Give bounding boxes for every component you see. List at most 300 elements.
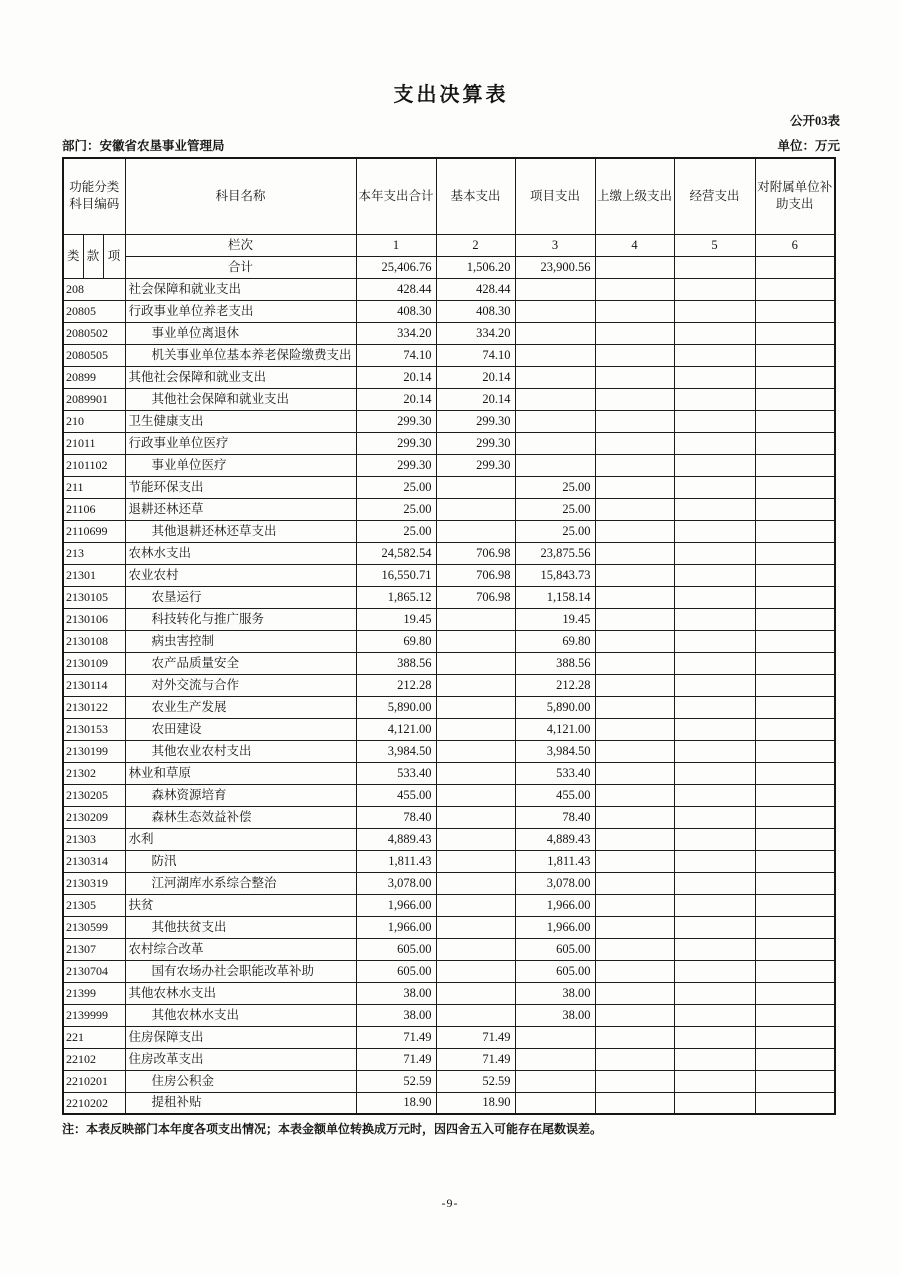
- row-value: [674, 300, 755, 322]
- row-value: [515, 1048, 595, 1070]
- row-value: 18.90: [436, 1092, 515, 1114]
- row-value: 23,875.56: [515, 542, 595, 564]
- row-value: 334.20: [436, 322, 515, 344]
- row-subject-name: 其他农林水支出: [125, 982, 356, 1004]
- row-value: [595, 718, 674, 740]
- row-value: [595, 1070, 674, 1092]
- row-value: 78.40: [515, 806, 595, 828]
- row-value: [515, 322, 595, 344]
- row-value: 19.45: [515, 608, 595, 630]
- row-subject-name: 水利: [125, 828, 356, 850]
- row-code: 2130105: [63, 586, 125, 608]
- row-code: 2130114: [63, 674, 125, 696]
- row-code: 20899: [63, 366, 125, 388]
- row-code: 2110699: [63, 520, 125, 542]
- row-value: [755, 498, 835, 520]
- table-row: [63, 652, 835, 674]
- row-value: 455.00: [515, 784, 595, 806]
- row-value: [595, 674, 674, 696]
- row-value: 38.00: [356, 982, 436, 1004]
- row-value: 1,865.12: [356, 586, 436, 608]
- row-code: 2101102: [63, 454, 125, 476]
- row-value: 20.14: [356, 388, 436, 410]
- table-body: [63, 278, 835, 1114]
- table-row: [63, 696, 835, 718]
- row-value: [515, 1026, 595, 1048]
- header-project-expenditure: 项目支出: [515, 158, 595, 234]
- row-value: [674, 718, 755, 740]
- row-value: [755, 1026, 835, 1048]
- total-value: 23,900.56: [515, 256, 595, 278]
- row-value: [595, 388, 674, 410]
- row-value: [674, 960, 755, 982]
- row-value: [755, 674, 835, 696]
- row-value: [436, 762, 515, 784]
- row-value: [595, 322, 674, 344]
- row-subject-name: 住房公积金: [125, 1070, 356, 1092]
- row-value: 706.98: [436, 564, 515, 586]
- row-value: 408.30: [436, 300, 515, 322]
- row-value: [755, 828, 835, 850]
- table-row: [63, 762, 835, 784]
- row-value: 69.80: [515, 630, 595, 652]
- row-value: 605.00: [515, 938, 595, 960]
- table-row: [63, 542, 835, 564]
- row-code: 2130153: [63, 718, 125, 740]
- row-value: [755, 388, 835, 410]
- row-code: 2130106: [63, 608, 125, 630]
- row-code: 2130704: [63, 960, 125, 982]
- row-value: [755, 300, 835, 322]
- row-value: [595, 696, 674, 718]
- row-value: 388.56: [515, 652, 595, 674]
- row-value: 25.00: [515, 520, 595, 542]
- row-value: [436, 674, 515, 696]
- row-value: [674, 828, 755, 850]
- row-value: [595, 366, 674, 388]
- row-value: 52.59: [436, 1070, 515, 1092]
- row-subject-name: 病虫害控制: [125, 630, 356, 652]
- row-value: [674, 476, 755, 498]
- row-value: 706.98: [436, 542, 515, 564]
- row-value: [674, 1092, 755, 1114]
- header-subsidy-expenditure: 对附属单位补助支出: [755, 158, 835, 234]
- row-value: 20.14: [436, 388, 515, 410]
- header-upturned-expenditure: 上缴上级支出: [595, 158, 674, 234]
- row-value: 212.28: [356, 674, 436, 696]
- row-value: [755, 432, 835, 454]
- row-subject-name: 其他社会保障和就业支出: [125, 388, 356, 410]
- total-value: [674, 256, 755, 278]
- row-value: [674, 520, 755, 542]
- row-value: 428.44: [436, 278, 515, 300]
- row-subject-name: 机关事业单位基本养老保险缴费支出: [125, 344, 356, 366]
- page-title: 支出决算表: [393, 84, 509, 106]
- row-value: [595, 872, 674, 894]
- row-value: [674, 806, 755, 828]
- row-value: [674, 586, 755, 608]
- row-value: 69.80: [356, 630, 436, 652]
- table-row: [63, 960, 835, 982]
- row-value: [755, 696, 835, 718]
- row-value: [515, 1092, 595, 1114]
- row-value: [755, 806, 835, 828]
- row-value: [674, 542, 755, 564]
- row-subject-name: 科技转化与推广服务: [125, 608, 356, 630]
- row-value: [674, 938, 755, 960]
- row-code: 2130109: [63, 652, 125, 674]
- row-value: [674, 498, 755, 520]
- row-code: 2210201: [63, 1070, 125, 1092]
- row-value: 4,889.43: [515, 828, 595, 850]
- row-value: [674, 432, 755, 454]
- row-value: [755, 608, 835, 630]
- row-value: [515, 366, 595, 388]
- row-value: [755, 344, 835, 366]
- row-subject-name: 农林水支出: [125, 542, 356, 564]
- row-subject-name: 其他退耕还林还草支出: [125, 520, 356, 542]
- row-value: 3,984.50: [515, 740, 595, 762]
- row-value: [595, 916, 674, 938]
- row-value: [595, 1048, 674, 1070]
- table-row: [63, 520, 835, 542]
- row-value: [595, 652, 674, 674]
- row-code: 21011: [63, 432, 125, 454]
- row-subject-name: 其他扶贫支出: [125, 916, 356, 938]
- row-value: [755, 564, 835, 586]
- row-value: 212.28: [515, 674, 595, 696]
- row-value: 18.90: [356, 1092, 436, 1114]
- total-label: 合计: [125, 256, 356, 278]
- row-value: [515, 410, 595, 432]
- row-value: 71.49: [436, 1048, 515, 1070]
- row-value: 71.49: [356, 1048, 436, 1070]
- row-value: [674, 366, 755, 388]
- table-row: [63, 1004, 835, 1026]
- table-row: [63, 894, 835, 916]
- row-subject-name: 住房保障支出: [125, 1026, 356, 1048]
- row-code: 2130205: [63, 784, 125, 806]
- row-value: [436, 960, 515, 982]
- table-row: [63, 498, 835, 520]
- row-value: [755, 894, 835, 916]
- row-code: 21106: [63, 498, 125, 520]
- table-row: [63, 322, 835, 344]
- row-code: 2089901: [63, 388, 125, 410]
- row-value: 5,890.00: [356, 696, 436, 718]
- row-value: [674, 872, 755, 894]
- table-row: [63, 476, 835, 498]
- row-value: [436, 828, 515, 850]
- row-subject-name: 卫生健康支出: [125, 410, 356, 432]
- table-row: [63, 432, 835, 454]
- row-value: [595, 300, 674, 322]
- row-code: 21303: [63, 828, 125, 850]
- row-value: 706.98: [436, 586, 515, 608]
- row-value: 38.00: [515, 1004, 595, 1026]
- row-code: 2080502: [63, 322, 125, 344]
- row-value: [515, 278, 595, 300]
- table-row: [63, 982, 835, 1004]
- row-subject-name: 其他社会保障和就业支出: [125, 366, 356, 388]
- document-sheet: [62, 0, 840, 1137]
- row-subject-name: 其他农林水支出: [125, 1004, 356, 1026]
- row-value: 16,550.71: [356, 564, 436, 586]
- row-value: [674, 564, 755, 586]
- lanci-value: 6: [755, 234, 835, 256]
- row-code: 21301: [63, 564, 125, 586]
- row-value: [436, 476, 515, 498]
- table-row: [63, 388, 835, 410]
- row-value: [755, 1070, 835, 1092]
- row-subject-name: 住房改革支出: [125, 1048, 356, 1070]
- row-value: [674, 740, 755, 762]
- row-subject-name: 事业单位医疗: [125, 454, 356, 476]
- row-value: 78.40: [356, 806, 436, 828]
- unit-label: 单位：万元: [777, 139, 840, 153]
- row-value: [595, 784, 674, 806]
- table-row: [63, 608, 835, 630]
- table-row: [63, 278, 835, 300]
- row-code: 210: [63, 410, 125, 432]
- table-row: [63, 1092, 835, 1114]
- row-value: 3,078.00: [515, 872, 595, 894]
- row-value: 20.14: [436, 366, 515, 388]
- row-subject-name: 林业和草原: [125, 762, 356, 784]
- subcol-kuan: 款: [83, 234, 103, 278]
- row-subject-name: 其他农业农村支出: [125, 740, 356, 762]
- header-subject-name: 科目名称: [125, 158, 356, 234]
- row-value: [755, 872, 835, 894]
- row-value: 38.00: [515, 982, 595, 1004]
- row-value: [515, 1070, 595, 1092]
- row-subject-name: 扶贫: [125, 894, 356, 916]
- row-value: 3,984.50: [356, 740, 436, 762]
- row-subject-name: 农业生产发展: [125, 696, 356, 718]
- table-row: [63, 784, 835, 806]
- row-value: 25.00: [356, 520, 436, 542]
- row-value: [755, 1004, 835, 1026]
- row-value: 605.00: [515, 960, 595, 982]
- row-value: [595, 1092, 674, 1114]
- row-subject-name: 行政事业单位医疗: [125, 432, 356, 454]
- row-value: [595, 432, 674, 454]
- row-value: 299.30: [356, 410, 436, 432]
- row-value: [436, 850, 515, 872]
- row-value: [755, 1048, 835, 1070]
- row-value: 299.30: [436, 432, 515, 454]
- header-code: [63, 158, 125, 234]
- row-subject-name: 事业单位离退休: [125, 322, 356, 344]
- row-value: [755, 960, 835, 982]
- row-value: 408.30: [356, 300, 436, 322]
- row-value: 388.56: [356, 652, 436, 674]
- row-value: 428.44: [356, 278, 436, 300]
- table-row: [63, 1026, 835, 1048]
- row-value: 533.40: [356, 762, 436, 784]
- row-value: [755, 850, 835, 872]
- row-value: [436, 894, 515, 916]
- row-value: [595, 278, 674, 300]
- lanci-value: 5: [674, 234, 755, 256]
- row-value: 1,966.00: [356, 916, 436, 938]
- table-row: [63, 300, 835, 322]
- row-value: 5,890.00: [515, 696, 595, 718]
- row-value: [595, 344, 674, 366]
- row-value: [515, 454, 595, 476]
- column-index-row: [63, 234, 835, 256]
- row-value: [674, 454, 755, 476]
- table-row: [63, 850, 835, 872]
- table-row: [63, 674, 835, 696]
- row-value: [436, 652, 515, 674]
- row-value: 1,966.00: [515, 916, 595, 938]
- table-row: [63, 454, 835, 476]
- row-value: [515, 344, 595, 366]
- row-subject-name: 森林生态效益补偿: [125, 806, 356, 828]
- row-value: [595, 498, 674, 520]
- header-code-line2: 科目编码: [69, 197, 120, 212]
- row-code: 2130209: [63, 806, 125, 828]
- row-code: 2130199: [63, 740, 125, 762]
- row-value: [436, 498, 515, 520]
- table-header-row: [63, 158, 835, 234]
- row-subject-name: 社会保障和就业支出: [125, 278, 356, 300]
- row-value: [436, 630, 515, 652]
- row-value: [595, 982, 674, 1004]
- lanci-value: 4: [595, 234, 674, 256]
- subcol-xiang: 项: [103, 234, 125, 278]
- row-value: [595, 806, 674, 828]
- row-value: [755, 740, 835, 762]
- row-value: [755, 410, 835, 432]
- row-value: [674, 1070, 755, 1092]
- row-value: 19.45: [356, 608, 436, 630]
- row-code: 2080505: [63, 344, 125, 366]
- row-value: [436, 520, 515, 542]
- row-subject-name: 国有农场办社会职能改革补助: [125, 960, 356, 982]
- row-value: [674, 278, 755, 300]
- row-value: 71.49: [356, 1026, 436, 1048]
- row-value: [436, 872, 515, 894]
- row-value: 299.30: [356, 432, 436, 454]
- header-code-line1: 功能分类: [69, 180, 120, 195]
- row-value: 299.30: [436, 454, 515, 476]
- table-row: [63, 344, 835, 366]
- row-subject-name: 农垦运行: [125, 586, 356, 608]
- row-value: [674, 916, 755, 938]
- row-value: [674, 322, 755, 344]
- row-subject-name: 农业农村: [125, 564, 356, 586]
- row-value: [595, 520, 674, 542]
- row-value: [436, 696, 515, 718]
- row-value: 3,078.00: [356, 872, 436, 894]
- row-code: 211: [63, 476, 125, 498]
- row-value: [674, 388, 755, 410]
- row-subject-name: 行政事业单位养老支出: [125, 300, 356, 322]
- row-value: [595, 938, 674, 960]
- row-value: 605.00: [356, 960, 436, 982]
- row-value: 533.40: [515, 762, 595, 784]
- row-value: [755, 784, 835, 806]
- row-value: [755, 542, 835, 564]
- row-value: 605.00: [356, 938, 436, 960]
- row-value: 52.59: [356, 1070, 436, 1092]
- row-value: [755, 938, 835, 960]
- row-code: 21399: [63, 982, 125, 1004]
- row-value: 4,121.00: [356, 718, 436, 740]
- row-subject-name: 江河湖库水系综合整治: [125, 872, 356, 894]
- row-code: 2130319: [63, 872, 125, 894]
- row-value: 1,966.00: [356, 894, 436, 916]
- row-value: 455.00: [356, 784, 436, 806]
- row-code: 2130108: [63, 630, 125, 652]
- row-code: 221: [63, 1026, 125, 1048]
- row-code: 22102: [63, 1048, 125, 1070]
- table-row: [63, 1070, 835, 1092]
- table-row: [63, 740, 835, 762]
- row-value: 25.00: [515, 498, 595, 520]
- row-value: [674, 696, 755, 718]
- row-value: 25.00: [356, 476, 436, 498]
- row-code: 21305: [63, 894, 125, 916]
- row-value: [674, 652, 755, 674]
- row-code: 2139999: [63, 1004, 125, 1026]
- meta-row: [62, 138, 840, 154]
- row-value: [755, 982, 835, 1004]
- row-value: [436, 784, 515, 806]
- row-value: [674, 410, 755, 432]
- row-value: [436, 608, 515, 630]
- row-value: [755, 366, 835, 388]
- table-row: [63, 1048, 835, 1070]
- row-value: [755, 630, 835, 652]
- table-row: [63, 586, 835, 608]
- department-label: 部门：安徽省农垦事业管理局: [62, 139, 225, 153]
- row-subject-name: 森林资源培育: [125, 784, 356, 806]
- row-value: [436, 938, 515, 960]
- row-subject-name: 农产品质量安全: [125, 652, 356, 674]
- subcol-lei: 类: [63, 234, 83, 278]
- row-value: [755, 476, 835, 498]
- row-code: 2130122: [63, 696, 125, 718]
- row-value: 25.00: [356, 498, 436, 520]
- row-value: [436, 916, 515, 938]
- row-value: [595, 740, 674, 762]
- header-basic-expenditure: 基本支出: [436, 158, 515, 234]
- row-value: [674, 1048, 755, 1070]
- table-row: [63, 806, 835, 828]
- row-value: [755, 1092, 835, 1114]
- row-code: 2130599: [63, 916, 125, 938]
- row-value: [674, 608, 755, 630]
- total-value: 25,406.76: [356, 256, 436, 278]
- table-row: [63, 828, 835, 850]
- row-value: [595, 630, 674, 652]
- row-subject-name: 防汛: [125, 850, 356, 872]
- row-value: [595, 608, 674, 630]
- row-value: [515, 432, 595, 454]
- row-value: [755, 322, 835, 344]
- row-value: 4,121.00: [515, 718, 595, 740]
- row-code: 21302: [63, 762, 125, 784]
- row-code: 20805: [63, 300, 125, 322]
- row-value: 1,811.43: [356, 850, 436, 872]
- row-value: [595, 542, 674, 564]
- row-value: [595, 828, 674, 850]
- row-subject-name: 对外交流与合作: [125, 674, 356, 696]
- expenditure-table: [62, 157, 836, 1115]
